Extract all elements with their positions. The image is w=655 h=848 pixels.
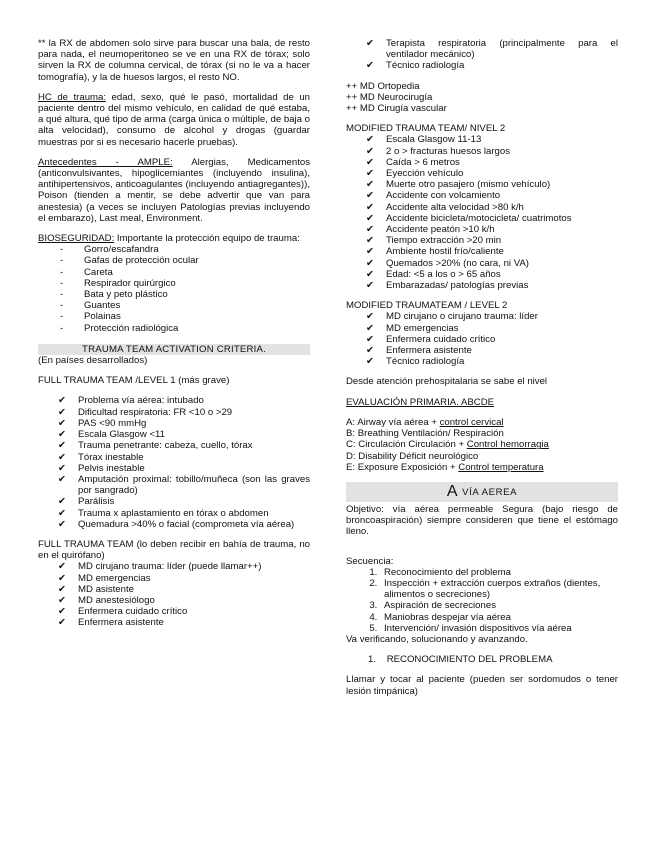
list-item: ✔ Terapista respiratoria (principalmente para el ventilador mecánico) xyxy=(346,38,618,60)
prehospital-note: Desde atención prehospitalaria se sabe el nivel xyxy=(346,376,548,388)
list-item: ++ MD Neurocirugía xyxy=(346,91,433,103)
bioseguridad-text: Importante la protección equipo de trauma: xyxy=(114,233,300,245)
abcde-row: E: Exposure Exposición + Control temperatura xyxy=(346,461,544,473)
bioseguridad-list xyxy=(38,244,310,334)
list-item: ✔ Trauma penetrante: cabeza, cuello, tórax xyxy=(38,440,310,451)
abcde-row: B: Breathing Ventilación/ Respiración xyxy=(346,428,504,440)
list-item: ✔ PAS <90 mmHg xyxy=(38,418,310,429)
list-item: ✔ Dificultad respiratoria: FR <10 o >29 xyxy=(38,407,310,418)
rx-note: ** la RX de abdomen solo sirve para buscar una bala, de resto para nada, el neumoperitoneo se ve en una RX de tórax; solo sirven la RX de columna cervical, de tórax (si no le va a hacer tomografía), y la de huesos largos, el resto NO. xyxy=(38,38,310,83)
list-item: ✔ Eyección vehículo xyxy=(346,168,618,179)
list-item: ✔ Enfermera cuidado crítico xyxy=(38,606,310,617)
list-item: ✔ Embarazadas/ patologías previas xyxy=(346,280,618,291)
list-item: ✔ MD emergencias xyxy=(38,573,310,584)
reconocimiento-number: 1. xyxy=(368,654,377,666)
level1-list xyxy=(38,395,310,529)
list-item: ✔ 2 o > fracturas huesos largos xyxy=(346,146,618,157)
level1-title: FULL TRAUMA TEAM /LEVEL 1 (más grave) xyxy=(38,375,230,387)
list-item: ✔ Muerte otro pasajero (mismo vehículo) xyxy=(346,179,618,190)
list-item: ✔ Quemadura >40% o facial (comprometa vía aérea) xyxy=(38,519,310,530)
list-item: ✔ Edad: <5 a los o > 65 años xyxy=(346,269,618,280)
activation-criteria-header: TRAUMA TEAM ACTIVATION CRITERIA. xyxy=(38,344,310,355)
list-item: ✔ MD anestesiólogo xyxy=(38,595,310,606)
reconocimiento-title: RECONOCIMIENTO DEL PROBLEMA xyxy=(386,654,553,666)
abcde-list xyxy=(346,417,618,473)
list-item: ++ MD Cirugía vascular xyxy=(346,103,447,115)
list-item: ✔ Trauma x aplastamiento en tórax o abdomen xyxy=(38,508,310,519)
evaluation-title: EVALUACIÓN PRIMARIA. ABCDE xyxy=(346,396,495,408)
via-aerea-header xyxy=(346,482,618,502)
reconocimiento-heading xyxy=(346,654,618,665)
list-item: ++ MD Ortopedia xyxy=(346,80,420,92)
list-item: ✔ MD cirujano trauma: líder (puede llamar++) xyxy=(38,561,310,572)
list-item: - Polainas xyxy=(38,311,310,322)
list-item: ✔ Enfermera asistente xyxy=(38,617,310,628)
list-item: 1. Reconocimiento del problema xyxy=(380,567,618,578)
list-item: ✔ Escala Glasgow <11 xyxy=(38,429,310,440)
right-column xyxy=(346,38,618,706)
list-item: ✔ Pelvis inestable xyxy=(38,463,310,474)
list-item: ✔ Técnico radiología xyxy=(346,60,618,71)
abcde-row: D: Disability Déficit neurológico xyxy=(346,450,479,462)
objetivo-paragraph: Objetivo: vía aérea permeable Segura (bajo riesgo de broncoaspiración) siempre consideren que tiene el estómago lleno. xyxy=(346,503,618,538)
hc-trauma-text: edad, sexo, qué le pasó, mortalidad de un paciente dentro del mismo vehículo, en calidad de qué estaba, a qué altura, qué tipo de arma (carga única o múltiple, de baja o alta velocidad), consumo de alcohol y drogas (guardar muestras por si es necesario hacerle pruebas). xyxy=(38,91,310,148)
modified-team-list xyxy=(346,311,618,367)
modified-level2-title: MODIFIED TRAUMA TEAM/ NIVEL 2 xyxy=(346,123,506,135)
full-team-title: FULL TRAUMA TEAM (lo deben recibir en bahía de trauma, no en el quirófano) xyxy=(38,538,310,562)
bioseguridad-paragraph xyxy=(38,233,310,244)
antecedentes-text: Alergias, Medicamentos (anticonvulsivantes, hipoglicemiantes (incluyendo insulina), antihipertensivos, anticoagulantes (incluyendo antiagregantes)), Poison (tienden a mentir, se debe advertir que van para anestesia) (a veces se incluyen Patologías previas incluyendo el embarazo), Last meal, Environment. xyxy=(38,156,310,224)
list-item: ✔ MD cirujano o cirujano trauma: líder xyxy=(346,311,618,322)
list-item: ✔ Caída > 6 metros xyxy=(346,157,618,168)
specialists-list xyxy=(346,81,618,115)
hc-trauma-label: HC de trauma: xyxy=(38,91,107,103)
abcde-row: C: Circulación Circulación + Control hemorragia xyxy=(346,439,549,451)
activation-criteria-subtitle: (En países desarrollados) xyxy=(38,355,148,367)
list-item: - Guantes xyxy=(38,300,310,311)
list-item: - Gorro/escafandra xyxy=(38,244,310,255)
list-item: ✔ Amputación proximal: tobillo/muñeca (son las graves por sangrado) xyxy=(38,474,310,496)
list-item: ✔ Parálisis xyxy=(38,496,310,507)
list-item: ✔ Quemados >20% (no cara, ni VA) xyxy=(346,258,618,269)
list-item: 5. Intervención/ invasión dispositivos vía aérea xyxy=(380,623,618,634)
list-item: ✔ Accidente bicicleta/motocicleta/ cuatrimotos xyxy=(346,213,618,224)
via-aerea-title: VÍA AEREA xyxy=(462,486,518,498)
antecedentes-paragraph xyxy=(38,157,310,224)
list-item: ✔ Accidente peatón >10 k/h xyxy=(346,224,618,235)
bioseguridad-label: BIOSEGURIDAD: xyxy=(38,233,115,245)
list-item: ✔ Tiempo extracción >20 min xyxy=(346,235,618,246)
hc-trauma-paragraph xyxy=(38,92,310,148)
full-team-list xyxy=(38,561,310,628)
secuencia-list xyxy=(346,567,618,634)
list-item: ✔ Enfermera cuidado crítico xyxy=(346,334,618,345)
list-item: ✔ Ambiente hostil frío/caliente xyxy=(346,246,618,257)
list-item: ✔ Tórax inestable xyxy=(38,452,310,463)
list-item: ✔ Problema vía aérea: intubado xyxy=(38,395,310,406)
full-team-list-continued xyxy=(346,38,618,72)
llamar-paragraph: Llamar y tocar al paciente (pueden ser sordomudos o tener lesión timpánica) xyxy=(346,674,618,697)
list-item: ✔ Escala Glasgow 11-13 xyxy=(346,134,618,145)
left-column xyxy=(38,38,310,638)
modified-team-title: MODIFIED TRAUMATEAM / LEVEL 2 xyxy=(346,300,508,312)
abcde-row: A: Airway vía aérea + control cervical xyxy=(346,416,504,428)
list-item: ✔ Enfermera asistente xyxy=(346,345,618,356)
list-item: ✔ Técnico radiología xyxy=(346,356,618,367)
via-aerea-letter: A xyxy=(446,482,459,500)
antecedentes-label: Antecedentes - AMPLE: xyxy=(38,156,173,168)
list-item: - Bata y peto plástico xyxy=(38,289,310,300)
list-item: 2. Inspección + extracción cuerpos extraños (dientes, alimentos o secreciones) xyxy=(380,578,618,600)
list-item: 3. Aspiración de secreciones xyxy=(380,600,618,611)
list-item: - Careta xyxy=(38,267,310,278)
list-item: 4. Maniobras despejar vía aérea xyxy=(380,612,618,623)
verificando-note: Va verificando, solucionando y avanzando. xyxy=(346,633,528,645)
list-item: - Respirador quirúrgico xyxy=(38,278,310,289)
list-item: ✔ Accidente alta velocidad >80 k/h xyxy=(346,202,618,213)
list-item: ✔ Accidente con volcamiento xyxy=(346,190,618,201)
list-item: - Gafas de protección ocular xyxy=(38,255,310,266)
secuencia-title: Secuencia: xyxy=(346,555,394,567)
list-item: ✔ MD emergencias xyxy=(346,323,618,334)
modified-level2-list xyxy=(346,134,618,291)
list-item: - Protección radiológica xyxy=(38,323,310,334)
list-item: ✔ MD asistente xyxy=(38,584,310,595)
